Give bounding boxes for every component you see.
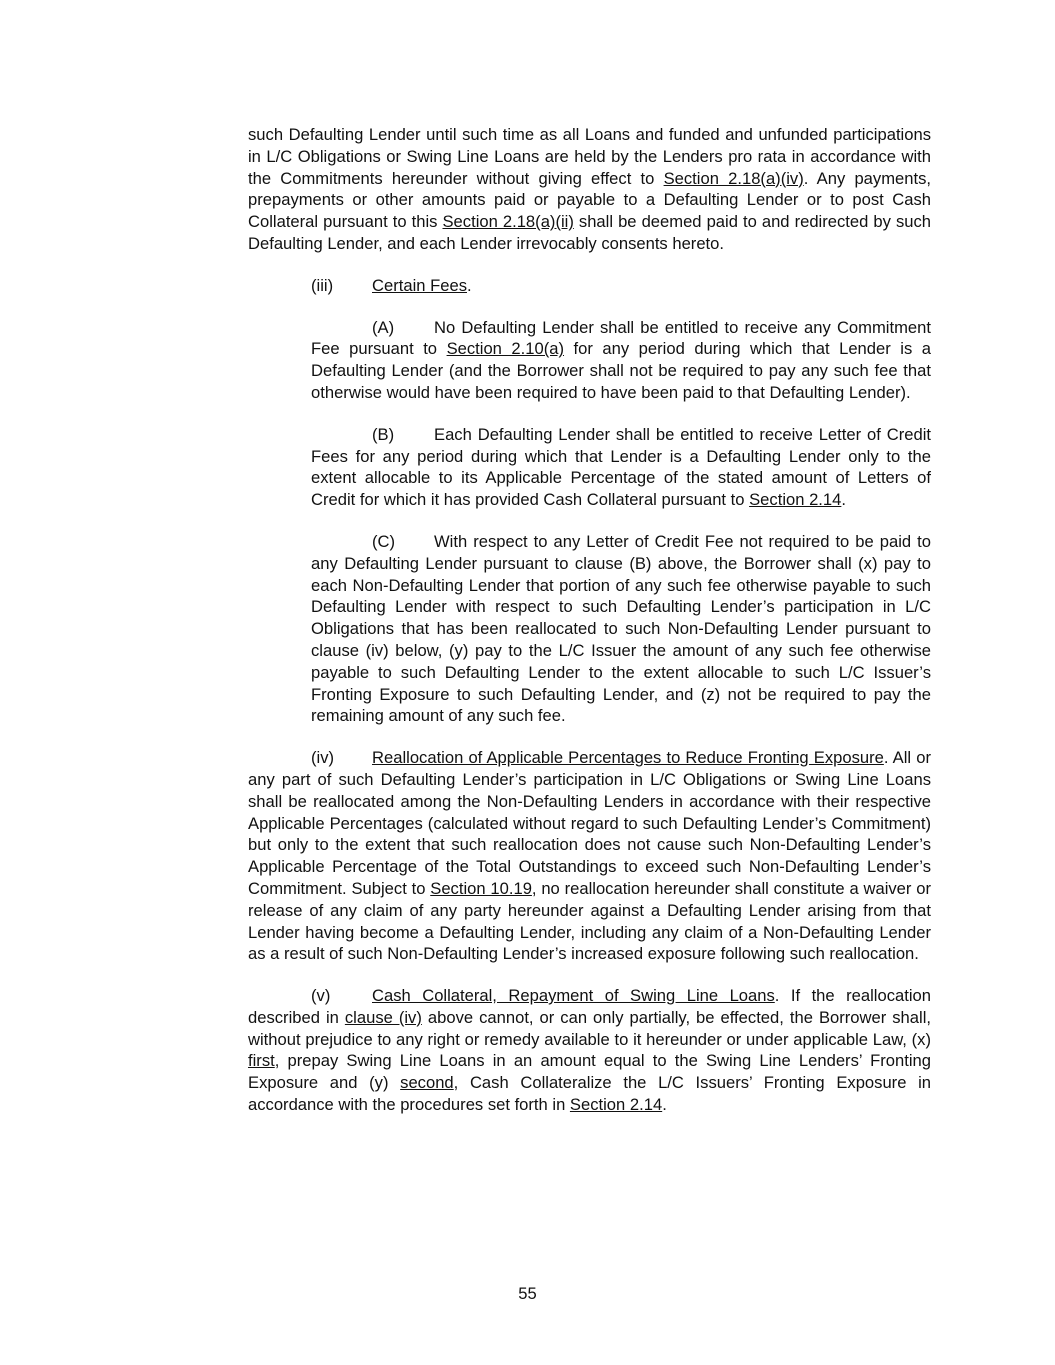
subclause-c xyxy=(311,531,931,727)
clause-heading: Certain Fees xyxy=(372,275,467,295)
clause-iv xyxy=(248,747,931,965)
section-reference: Section 2.18(a)(ii) xyxy=(442,212,574,232)
text-run: . xyxy=(841,490,846,510)
text-run: . Any payments, prepayments or other amounts paid or payable to a Defaulting Lender or to post Cash Collateral pursuant to this xyxy=(248,168,932,232)
subclause-b xyxy=(311,424,931,511)
text-run: , no reallocation hereunder shall constitute a waiver or release of any claim of any party hereunder against a Defaulting Lender arising from that Lender having become a Defaulting Lender, including any claim of a Non-Defaulting Lender as a result of such Non-Defaulting Lender’s increased exposure following such reallocation. xyxy=(248,878,931,964)
clause-label: (A) xyxy=(372,317,395,337)
text-run: . xyxy=(467,275,472,295)
clause-heading: Reallocation of Applicable Percentages to Reduce Fronting Exposure xyxy=(372,748,884,768)
clause-label: (B) xyxy=(372,424,395,444)
emphasis-term: first xyxy=(248,1051,275,1071)
clause-heading: Cash Collateral, Repayment of Swing Line Loans xyxy=(372,986,775,1006)
emphasis-term: second xyxy=(400,1073,454,1093)
document-body xyxy=(248,124,931,1136)
section-reference: Section 2.10(a) xyxy=(446,339,565,359)
section-reference: Section 2.14 xyxy=(569,1095,663,1115)
clause-iii xyxy=(248,275,931,297)
text-run: above cannot, or can only partially, be effected, the Borrower shall, without prejudice to any right or remedy available to it hereunder or under applicable Law, (x) xyxy=(248,1007,931,1049)
text-run: . If the reallocation described in xyxy=(248,986,931,1027)
text-run: No Defaulting Lender shall be entitled to receive any Commitment Fee pursuant to xyxy=(311,317,931,359)
paragraph-continuation xyxy=(248,124,931,255)
section-reference: Section 2.14 xyxy=(749,490,842,510)
text-run: , Cash Collateralize the L/C Issuers’ Fronting Exposure in accordance with the procedures set forth in xyxy=(248,1073,932,1115)
text-run: for any period during which that Lender is a Defaulting Lender (and the Borrower shall not be required to pay any such fee that otherwise would have been required to have been paid to that Defaulting Lender). xyxy=(311,339,931,402)
section-reference: Section 10.19 xyxy=(430,878,532,898)
section-reference: clause (iv) xyxy=(344,1007,422,1027)
text-run: Each Defaulting Lender shall be entitled to receive Letter of Credit Fees for any period during which that Lender is a Defaulting Lender only to the extent allocable to its Applicable Percentage of the stated amount of Letters of Credit for which it has provided Cash Collateral pursuant to xyxy=(311,424,931,510)
text-run: such Defaulting Lender until such time as all Loans and funded and unfunded participations in L/C Obligations or Swing Line Loans are held by the Lenders pro rata in accordance with the Commitments hereunder without giving effect to xyxy=(248,125,931,188)
clause-label: (C) xyxy=(372,531,396,551)
clause-v xyxy=(248,985,931,1116)
clause-label: (iii) xyxy=(311,275,334,295)
text-run: shall be deemed paid to and redirected by such Defaulting Lender, and each Lender irrevocably consents hereto. xyxy=(248,212,931,253)
text-run: . xyxy=(662,1095,667,1115)
page-number: 55 xyxy=(518,1284,537,1303)
clause-label: (iv) xyxy=(311,748,335,768)
text-run: With respect to any Letter of Credit Fee not required to be paid to any Defaulting Lender pursuant to clause (B) above, the Borrower shall (x) pay to each Non-Defaulting Lender that portion of any such fee otherwise payable to such Defaulting Lender with respect to such Defaulting Lender’s participation in L/C Obligations that has been reallocated to such Non-Defaulting Lender pursuant to clause (iv) below, (y) pay to the L/C Issuer the amount of any such fee otherwise payable to such Defaulting Lender to the extent allocable to such L/C Issuer’s Fronting Exposure to such Defaulting Lender, and (z) not be required to pay the remaining amount of any such fee. xyxy=(311,531,931,726)
subclause-a xyxy=(311,317,931,404)
text-run: . All or any part of such Defaulting Lender’s participation in L/C Obligations or Swing Line Loans shall be reallocated among the Non-Defaulting Lenders in accordance with their respective Applicable Percentages (calculated without regard to such Defaulting Lender’s Commitment) but only to the extent that such reallocation does not cause such Non-Defaulting Lender’s Applicable Percentage of the Total Outstandings to exceed such Non-Defaulting Lender’s Commitment. Subject to xyxy=(248,748,931,898)
text-run: , prepay Swing Line Loans in an amount equal to the Swing Line Lenders’ Fronting Exposure and (y) xyxy=(248,1051,931,1093)
clause-label: (v) xyxy=(311,986,331,1006)
section-reference: Section 2.18(a)(iv) xyxy=(663,168,804,188)
